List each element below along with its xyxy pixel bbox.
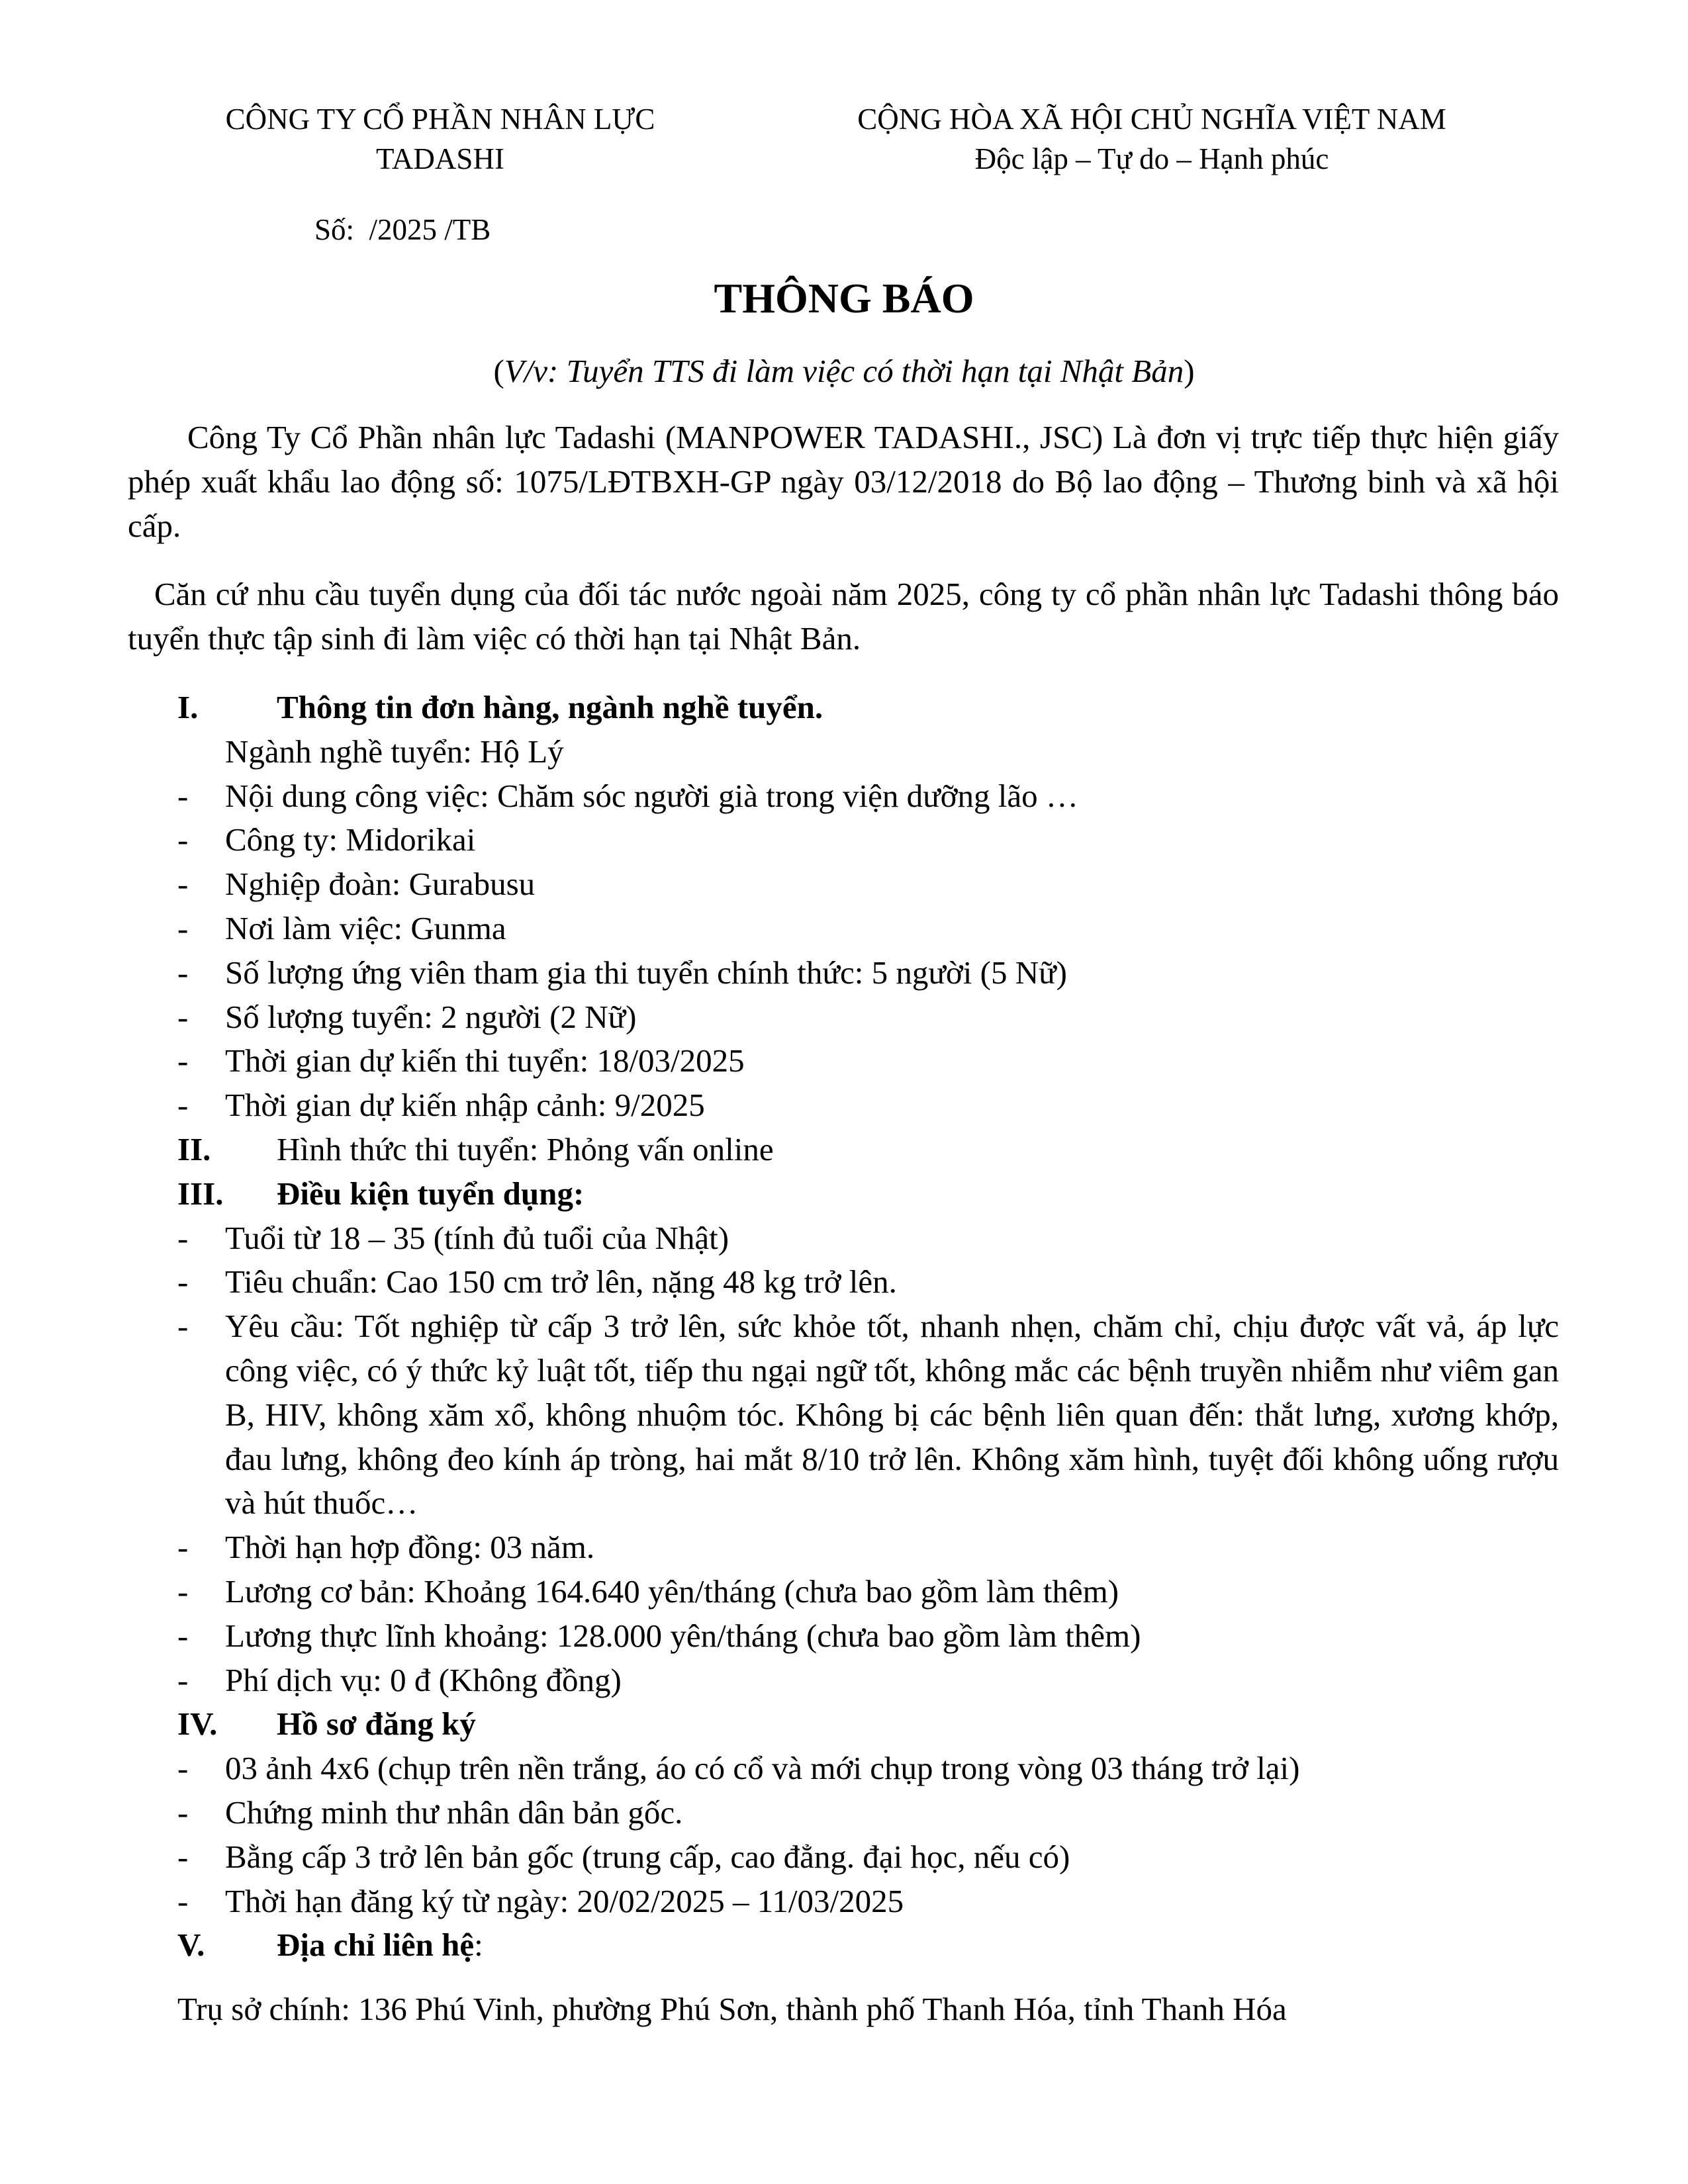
- list-item-text: Tiêu chuẩn: Cao 150 cm trở lên, nặng 48 kg trở lên.: [225, 1263, 897, 1300]
- bullet-dash: -: [177, 777, 189, 814]
- list-item-text: Tuổi từ 18 – 35 (tính đủ tuổi của Nhật): [225, 1219, 729, 1256]
- bullet-dash: -: [177, 821, 189, 858]
- bullet-dash: -: [177, 866, 189, 903]
- bullet-dash: -: [177, 1219, 189, 1256]
- list-item: [0, 1525, 1688, 1570]
- list-item-text: Số lượng tuyển: 2 người (2 Nữ): [225, 998, 637, 1035]
- page-title: THÔNG BÁO: [714, 275, 974, 322]
- bullet-dash: -: [177, 998, 189, 1035]
- list-item: [0, 951, 1688, 995]
- section-numeral: II.: [177, 1130, 211, 1167]
- list-item: [0, 862, 1688, 907]
- list-item: [0, 730, 1688, 774]
- list-item-text: Thời hạn đăng ký từ ngày: 20/02/2025 – 11/03/2025: [225, 1882, 904, 1919]
- list-item-text: Nội dung công việc: Chăm sóc người già trong viện dưỡng lão …: [225, 777, 1078, 814]
- list-item: [0, 818, 1688, 862]
- section-numeral: V.: [177, 1927, 205, 1964]
- company-name-line1: CÔNG TY CỔ PHẦN NHÂN LỰC: [225, 103, 655, 136]
- section-title-colon: :: [474, 1927, 483, 1964]
- bullet-dash: -: [177, 1308, 189, 1345]
- list-item-text: Nơi làm việc: Gunma: [225, 909, 506, 946]
- list-item: [0, 1880, 1688, 1924]
- intro-p1-line-1: Công Ty Cổ Phần nhân lực Tadashi (MANPOWER TADASHI., JSC) Là đơn vị trực tiếp thực hiện giấy: [187, 419, 1559, 455]
- intro-paragraph-2: [128, 572, 1559, 661]
- bullet-dash: -: [177, 1572, 189, 1610]
- list-item-text: Thời gian dự kiến nhập cảnh: 9/2025: [225, 1087, 705, 1124]
- company-name-line2: TADASHI: [376, 142, 504, 175]
- bullet-dash: -: [177, 1617, 189, 1654]
- list-item-text: Nghiệp đoàn: Gurabusu: [225, 866, 536, 903]
- list-item: [0, 1835, 1688, 1880]
- section-2-heading: [0, 1128, 1688, 1172]
- list-item-text: Ngành nghề tuyển: Hộ Lý: [225, 733, 564, 770]
- bullet-dash: -: [177, 1882, 189, 1919]
- sections-list: [0, 686, 1688, 1968]
- list-item: [0, 1791, 1688, 1835]
- list-item: [0, 1083, 1688, 1128]
- address: Trụ sở chính: 136 Phú Vinh, phường Phú Sơn, thành phố Thanh Hóa, tỉnh Thanh Hóa: [177, 1991, 1287, 2027]
- bullet-dash: -: [177, 1087, 189, 1124]
- section-3-heading: [0, 1172, 1688, 1216]
- national-motto: Độc lập – Tự do – Hạnh phúc: [974, 142, 1329, 175]
- intro-p1-line-2: phép xuất khẩu lao động số: 1075/LĐTBXH-GP ngày 03/12/2018 do Bộ lao động – Thương binh và xã hội: [128, 463, 1559, 500]
- intro-paragraph-1: [128, 416, 1559, 548]
- section-numeral: III.: [177, 1175, 224, 1212]
- bullet-dash: -: [177, 909, 189, 946]
- list-item: [0, 1747, 1688, 1791]
- section-title: Thông tin đơn hàng, ngành nghề tuyển.: [277, 689, 823, 725]
- intro-p2-line-2: tuyển thực tập sinh đi làm việc có thời hạn tại Nhật Bản.: [128, 619, 861, 657]
- list-item: [0, 774, 1688, 819]
- list-item-text: Chứng minh thư nhân dân bản gốc.: [225, 1794, 683, 1831]
- bullet-dash: -: [177, 954, 189, 991]
- section-numeral: IV.: [177, 1706, 218, 1743]
- subtitle-open-paren: (: [493, 353, 504, 389]
- bullet-dash: -: [177, 1529, 189, 1566]
- list-item-text: 03 ảnh 4x6 (chụp trên nền trắng, áo có cổ và mới chụp trong vòng 03 tháng trở lại): [225, 1750, 1300, 1787]
- list-item-text: Yêu cầu: Tốt nghiệp từ cấp 3 trở lên, sức khỏe tốt, nhanh nhẹn, chăm chỉ, chịu được vất vả, áp lực công việc, có ý thức kỷ luật tốt, tiếp thu ngại ngữ tốt, không mắc các bệnh truyền nhiễm như viêm gan B, HIV, không xăm xổ, không nhuộm tóc. Không bị các bệnh liên quan đến: thắt lưng, xương khớp, đau lưng, không đeo kính áp tròng, hai mắt 8/10 trở lên. Không xăm hình, tuyệt đối không uống rượu và hút thuốc…: [225, 1308, 1559, 1522]
- subtitle: [0, 349, 1688, 393]
- list-item: [0, 1039, 1688, 1083]
- section-numeral: I.: [177, 689, 199, 725]
- intro-p1-line-3: cấp.: [128, 507, 181, 544]
- company-name: [205, 99, 675, 179]
- list-item: [0, 1570, 1688, 1614]
- subtitle-text: V/v: Tuyển TTS đi làm việc có thời hạn tại Nhật Bản: [504, 353, 1184, 389]
- bullet-dash: -: [177, 1794, 189, 1831]
- bullet-dash: -: [177, 1263, 189, 1300]
- bullet-dash: -: [177, 1661, 189, 1698]
- national-header: [821, 99, 1483, 179]
- list-item: [0, 1614, 1688, 1659]
- section-title-text: Địa chỉ liên hệ: [277, 1927, 475, 1964]
- national-title: CỘNG HÒA XÃ HỘI CHỦ NGHĨA VIỆT NAM: [857, 103, 1446, 136]
- subtitle-close-paren: ): [1184, 353, 1195, 389]
- section-title: Điều kiện tuyển dụng:: [277, 1175, 585, 1212]
- list-item: [0, 1304, 1688, 1525]
- list-item-text: Thời gian dự kiến thi tuyển: 18/03/2025: [225, 1042, 745, 1079]
- bullet-dash: -: [177, 1750, 189, 1787]
- list-item: [0, 907, 1688, 951]
- bullet-dash: -: [177, 1838, 189, 1875]
- list-item-text: Lương thực lĩnh khoảng: 128.000 yên/tháng (chưa bao gồm làm thêm): [225, 1617, 1141, 1654]
- list-item: [0, 1659, 1688, 1703]
- section-4-heading: [0, 1702, 1688, 1747]
- intro-p2-line-1: Căn cứ nhu cầu tuyển dụng của đối tác nước ngoài năm 2025, công ty cổ phần nhân lực Tadashi thông báo: [154, 576, 1559, 612]
- list-item-text: Phí dịch vụ: 0 đ (Không đồng): [225, 1661, 622, 1698]
- list-item: [0, 1216, 1688, 1261]
- section-1-heading: [0, 686, 1688, 730]
- list-item-text: Số lượng ứng viên tham gia thi tuyển chính thức: 5 người (5 Nữ): [225, 954, 1067, 991]
- list-item-text: Bằng cấp 3 trở lên bản gốc (trung cấp, cao đẳng. đại học, nếu có): [225, 1838, 1070, 1875]
- list-item-text: Công ty: Midorikai: [225, 821, 476, 858]
- document-number: Số: /2025 /TB: [314, 213, 491, 246]
- section-title: [277, 1923, 483, 1968]
- section-title: Hình thức thi tuyển: Phỏng vấn online: [277, 1130, 774, 1167]
- list-item: [0, 1260, 1688, 1304]
- list-item: [0, 995, 1688, 1040]
- section-5-heading: [0, 1923, 1688, 1968]
- list-item-text: Thời hạn hợp đồng: 03 năm.: [225, 1529, 595, 1566]
- bullet-dash: -: [177, 1042, 189, 1079]
- list-item-text: Lương cơ bản: Khoảng 164.640 yên/tháng (chưa bao gồm làm thêm): [225, 1572, 1119, 1610]
- section-title: Hồ sơ đăng ký: [277, 1706, 476, 1743]
